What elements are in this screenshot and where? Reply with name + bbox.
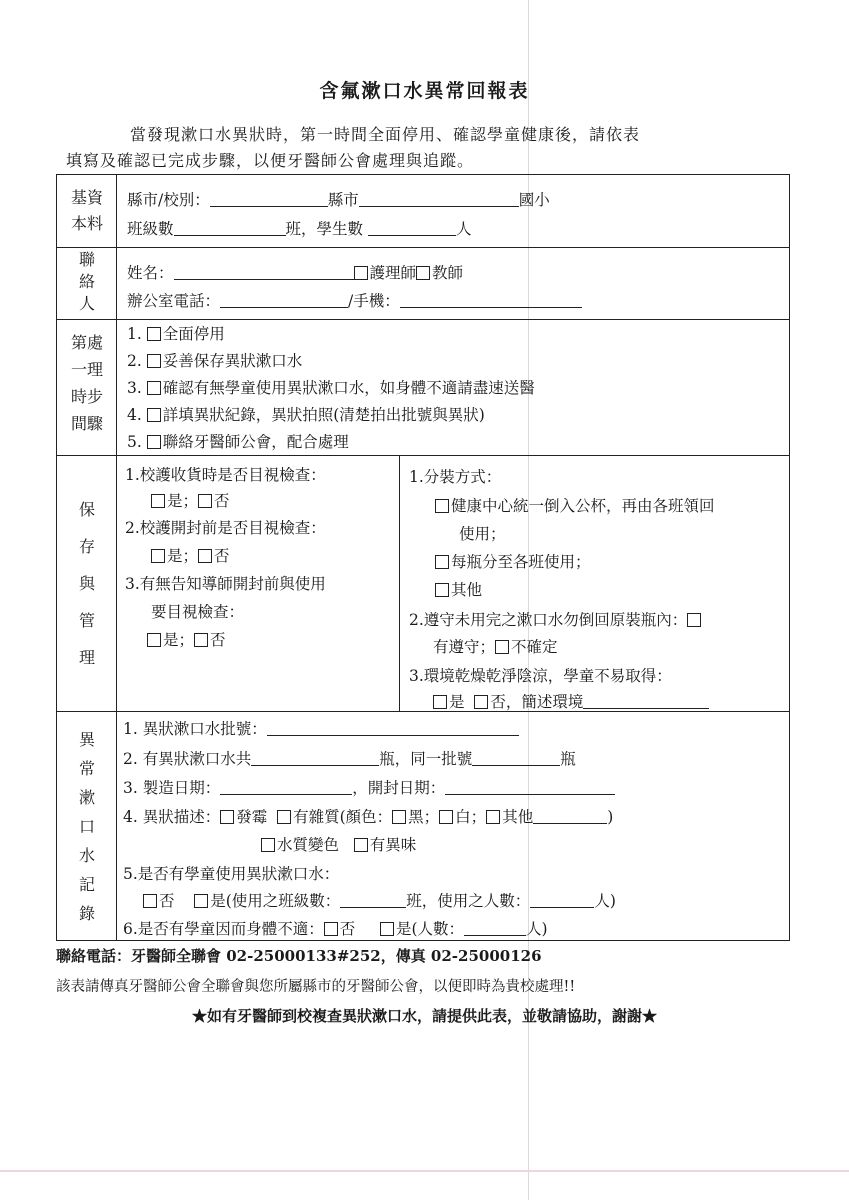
school-field[interactable] — [359, 192, 519, 207]
environment-description-field[interactable] — [583, 694, 709, 709]
intro-line-2: 填寫及確認已完成步驟，以便牙醫師公會處理與追蹤。 — [66, 151, 475, 170]
white-label: 白； — [455, 808, 487, 826]
label-char: 異 — [78, 730, 95, 749]
manufacture-date-field[interactable] — [220, 780, 352, 795]
dates-line — [123, 776, 615, 798]
label-char: 錄 — [78, 904, 95, 923]
storage-q2-options — [151, 544, 230, 566]
bottle-count-line — [123, 747, 576, 769]
label-char: 存 — [78, 537, 95, 556]
used-persons-field[interactable] — [530, 893, 594, 908]
other-checkbox[interactable] — [435, 583, 449, 597]
no-label: 否 — [214, 492, 230, 510]
central-cup-label: 健康中心統一倒入公杯，再由各班領回 — [451, 497, 715, 515]
yes-checkbox[interactable] — [380, 922, 394, 936]
basic-info-label — [57, 185, 117, 237]
person-unit-label: 人) — [594, 892, 616, 910]
discomfort-question: 6.是否有學童因而身體不適： — [123, 920, 324, 938]
no-checkbox[interactable] — [198, 494, 212, 508]
used-persons-label: 班，使用之人數： — [406, 892, 531, 910]
school-label: 國小 — [518, 191, 550, 209]
yes-checkbox[interactable] — [433, 695, 447, 709]
yes-label: 是； — [167, 492, 199, 510]
description-label: 4. 異狀描述： — [123, 808, 221, 826]
description-line-2 — [261, 833, 416, 855]
open-date-field[interactable] — [445, 780, 615, 795]
color-change-checkbox[interactable] — [261, 838, 275, 852]
student-use-options — [143, 889, 616, 911]
class-count-label: 班級數 — [127, 220, 174, 238]
step-checkbox[interactable] — [147, 435, 161, 449]
report-form-table — [56, 174, 790, 941]
step-number: 5. — [127, 433, 142, 451]
storage-q3: 3.有無告知導師開封前與使用 — [125, 575, 326, 593]
bottle-count-field[interactable] — [251, 751, 379, 766]
open-date-label: ，開封日期： — [352, 779, 446, 797]
step-number: 2. — [127, 352, 142, 370]
county-school-line — [127, 188, 550, 210]
other-color-field[interactable] — [533, 809, 607, 824]
step-number: 4. — [127, 406, 142, 424]
batch-number-label: 1. 異狀漱口水批號： — [123, 720, 267, 738]
other-label: 其他 — [451, 581, 483, 599]
no-pour-back-label: 2.遵守未用完之漱口水勿倒回原裝瓶內： — [409, 611, 688, 629]
step-number: 1. — [127, 325, 142, 343]
label-line: 間驟 — [70, 414, 103, 433]
label-char: 保 — [78, 500, 95, 519]
mold-checkbox[interactable] — [220, 810, 234, 824]
no-label: 否 — [339, 920, 356, 938]
odor-checkbox[interactable] — [354, 838, 368, 852]
storage-q2: 2.校護開封前是否目視檢查： — [125, 519, 326, 537]
storage-column-divider — [399, 455, 400, 711]
per-class-bottle-label: 每瓶分至各班使用； — [451, 553, 591, 571]
page-edge-line — [0, 1170, 849, 1172]
discomfort-count-field[interactable] — [464, 921, 526, 936]
step-checkbox[interactable] — [147, 408, 161, 422]
unsure-label: 不確定 — [511, 638, 558, 656]
form-title: 含氟漱口水異常回報表 — [319, 80, 530, 102]
bottle-count-label: 2. 有異狀漱口水共 — [123, 750, 252, 768]
no-checkbox[interactable] — [474, 695, 488, 709]
step-number: 3. — [127, 379, 142, 397]
per-class-bottle-checkbox[interactable] — [435, 555, 449, 569]
step-checkbox[interactable] — [147, 327, 161, 341]
step-text: 確認有無學童使用異狀漱口水，如身體不適請盡速送醫 — [162, 379, 535, 397]
county-label: 縣市 — [327, 191, 359, 209]
student-count-field[interactable] — [368, 221, 456, 236]
description-line-1 — [123, 805, 613, 827]
step-checkbox[interactable] — [147, 381, 161, 395]
other-color-label: 其他 — [502, 808, 534, 826]
student-count-label: 班，學生數 — [285, 220, 364, 238]
complied-label: 有遵守； — [433, 638, 496, 656]
discomfort-line — [123, 917, 548, 939]
no-pour-back-options — [433, 635, 558, 657]
step-item — [127, 430, 349, 452]
class-count-field[interactable] — [174, 221, 286, 236]
yes-label: 是； — [167, 547, 199, 565]
no-checkbox[interactable] — [324, 922, 338, 936]
label-char: 理 — [78, 648, 95, 667]
county-school-label: 縣市/校別： — [127, 191, 210, 209]
step-text: 妥善保存異狀漱口水 — [162, 352, 303, 370]
no-label: 否 — [214, 547, 230, 565]
no-label: 否 — [159, 892, 175, 910]
row-divider — [57, 455, 789, 456]
black-checkbox[interactable] — [392, 810, 406, 824]
mold-label: 發霉 — [236, 808, 268, 826]
step-text: 全面停用 — [162, 325, 225, 343]
nurse-label: 護理師 — [369, 264, 417, 282]
black-label: 黑； — [408, 808, 440, 826]
mobile-label: /手機： — [348, 292, 400, 310]
label-line: 本料 — [70, 214, 103, 233]
yes-label: 是； — [163, 631, 195, 649]
central-cup-checkbox[interactable] — [435, 499, 449, 513]
packaging-option-1-cont: 使用； — [459, 525, 506, 543]
class-count-line — [127, 217, 471, 239]
used-classes-field[interactable] — [340, 893, 406, 908]
label-char: 管 — [78, 611, 95, 630]
name-label: 姓名： — [127, 264, 174, 282]
storage-q1-options — [151, 489, 230, 511]
impurity-label: 有雜質(顏色： — [293, 808, 393, 826]
step-text: 詳填異狀紀錄，異狀拍照(清楚拍出批號與異狀) — [162, 406, 485, 424]
storage-label — [57, 491, 117, 676]
nurse-checkbox[interactable] — [354, 266, 368, 280]
county-field[interactable] — [210, 192, 328, 207]
label-line: 時步 — [70, 387, 103, 406]
batch-number-line — [123, 717, 519, 739]
student-use-question: 5.是否有學童使用異狀漱口水： — [123, 865, 340, 883]
step-checkbox[interactable] — [147, 354, 161, 368]
yes-checkbox[interactable] — [151, 549, 165, 563]
other-color-checkbox[interactable] — [486, 810, 500, 824]
packaging-question: 1.分裝方式： — [409, 468, 502, 486]
yes-checkbox[interactable] — [147, 633, 161, 647]
color-change-label: 水質變色 — [277, 836, 340, 854]
complied-checkbox[interactable] — [687, 613, 701, 627]
office-phone-label: 辦公室電話： — [127, 292, 221, 310]
record-label — [57, 725, 117, 928]
label-char: 與 — [78, 574, 95, 593]
person-unit-label: 人) — [526, 920, 548, 938]
contact-label — [57, 245, 117, 315]
contact-phone-info: 聯絡電話：牙醫師全聯會 02-25000133#252，傳真 02-25000126 — [56, 947, 542, 965]
name-field[interactable] — [174, 265, 354, 280]
discomfort-count-label: 是(人數： — [395, 920, 465, 938]
label-line: 第處 — [70, 333, 103, 352]
step-item — [127, 322, 225, 344]
no-pour-back-question — [409, 608, 703, 630]
person-unit-label: 人 — [455, 220, 472, 238]
environment-options — [433, 690, 709, 712]
no-checkbox[interactable] — [194, 633, 208, 647]
label-char: 水 — [78, 846, 95, 865]
unsure-checkbox[interactable] — [495, 640, 509, 654]
yes-checkbox[interactable] — [194, 894, 208, 908]
storage-q3-cont: 要目視檢查： — [151, 603, 245, 621]
label-line: 基資 — [70, 188, 103, 207]
step-item — [127, 349, 302, 371]
close-paren: ) — [607, 808, 614, 826]
contact-name-line — [127, 261, 463, 283]
label-char: 常 — [78, 759, 95, 778]
intro-line-1: 當發現漱口水異狀時，第一時間全面停用、確認學童健康後，請依表 — [130, 125, 641, 144]
step-item — [127, 376, 535, 398]
contact-phone-line — [127, 289, 582, 311]
environment-question: 3.環境乾燥乾淨陰涼，學童不易取得： — [409, 667, 672, 685]
packaging-option-3 — [435, 578, 482, 600]
odor-label: 有異味 — [369, 836, 417, 854]
same-batch-label: 瓶，同一批號 — [379, 750, 473, 768]
same-batch-field[interactable] — [472, 751, 560, 766]
label-char: 人 — [78, 294, 95, 313]
office-phone-field[interactable] — [220, 293, 348, 308]
storage-q3-options — [147, 628, 226, 650]
batch-number-field[interactable] — [267, 721, 519, 736]
label-char: 漱 — [78, 788, 95, 807]
packaging-option-1 — [435, 494, 715, 516]
teacher-checkbox[interactable] — [416, 266, 430, 280]
row-divider — [57, 247, 789, 248]
teacher-label: 教師 — [432, 264, 464, 282]
manufacture-date-label: 3. 製造日期： — [123, 779, 221, 797]
used-classes-label: 是(使用之班級數： — [210, 892, 341, 910]
storage-q1: 1.校護收貨時是否目視檢查： — [125, 466, 326, 484]
label-char: 口 — [78, 817, 95, 836]
packaging-option-2 — [435, 550, 591, 572]
label-line: 一理 — [70, 360, 103, 379]
steps-label — [57, 329, 117, 437]
environment-description-label: 否，簡述環境 — [490, 693, 584, 711]
step-text: 聯絡牙醫師公會，配合處理 — [162, 433, 349, 451]
yes-label: 是 — [449, 693, 465, 711]
label-char: 聯 — [78, 250, 95, 269]
label-char: 絡 — [78, 272, 95, 291]
dentist-recheck-request: ★如有牙醫師到校複查異狀漱口水，請提供此表，並敬請協助，謝謝★ — [191, 1007, 657, 1025]
mobile-field[interactable] — [400, 293, 582, 308]
bottle-unit-label: 瓶 — [560, 750, 576, 768]
no-checkbox[interactable] — [143, 894, 157, 908]
no-checkbox[interactable] — [198, 549, 212, 563]
no-label: 否 — [210, 631, 226, 649]
yes-checkbox[interactable] — [151, 494, 165, 508]
row-divider — [57, 319, 789, 320]
label-char: 記 — [78, 875, 95, 894]
impurity-checkbox[interactable] — [277, 810, 291, 824]
white-checkbox[interactable] — [439, 810, 453, 824]
step-item — [127, 403, 485, 425]
fax-instruction: 該表請傳真牙醫師公會全聯會與您所屬縣市的牙醫師公會，以便即時為貴校處理!! — [56, 979, 576, 995]
